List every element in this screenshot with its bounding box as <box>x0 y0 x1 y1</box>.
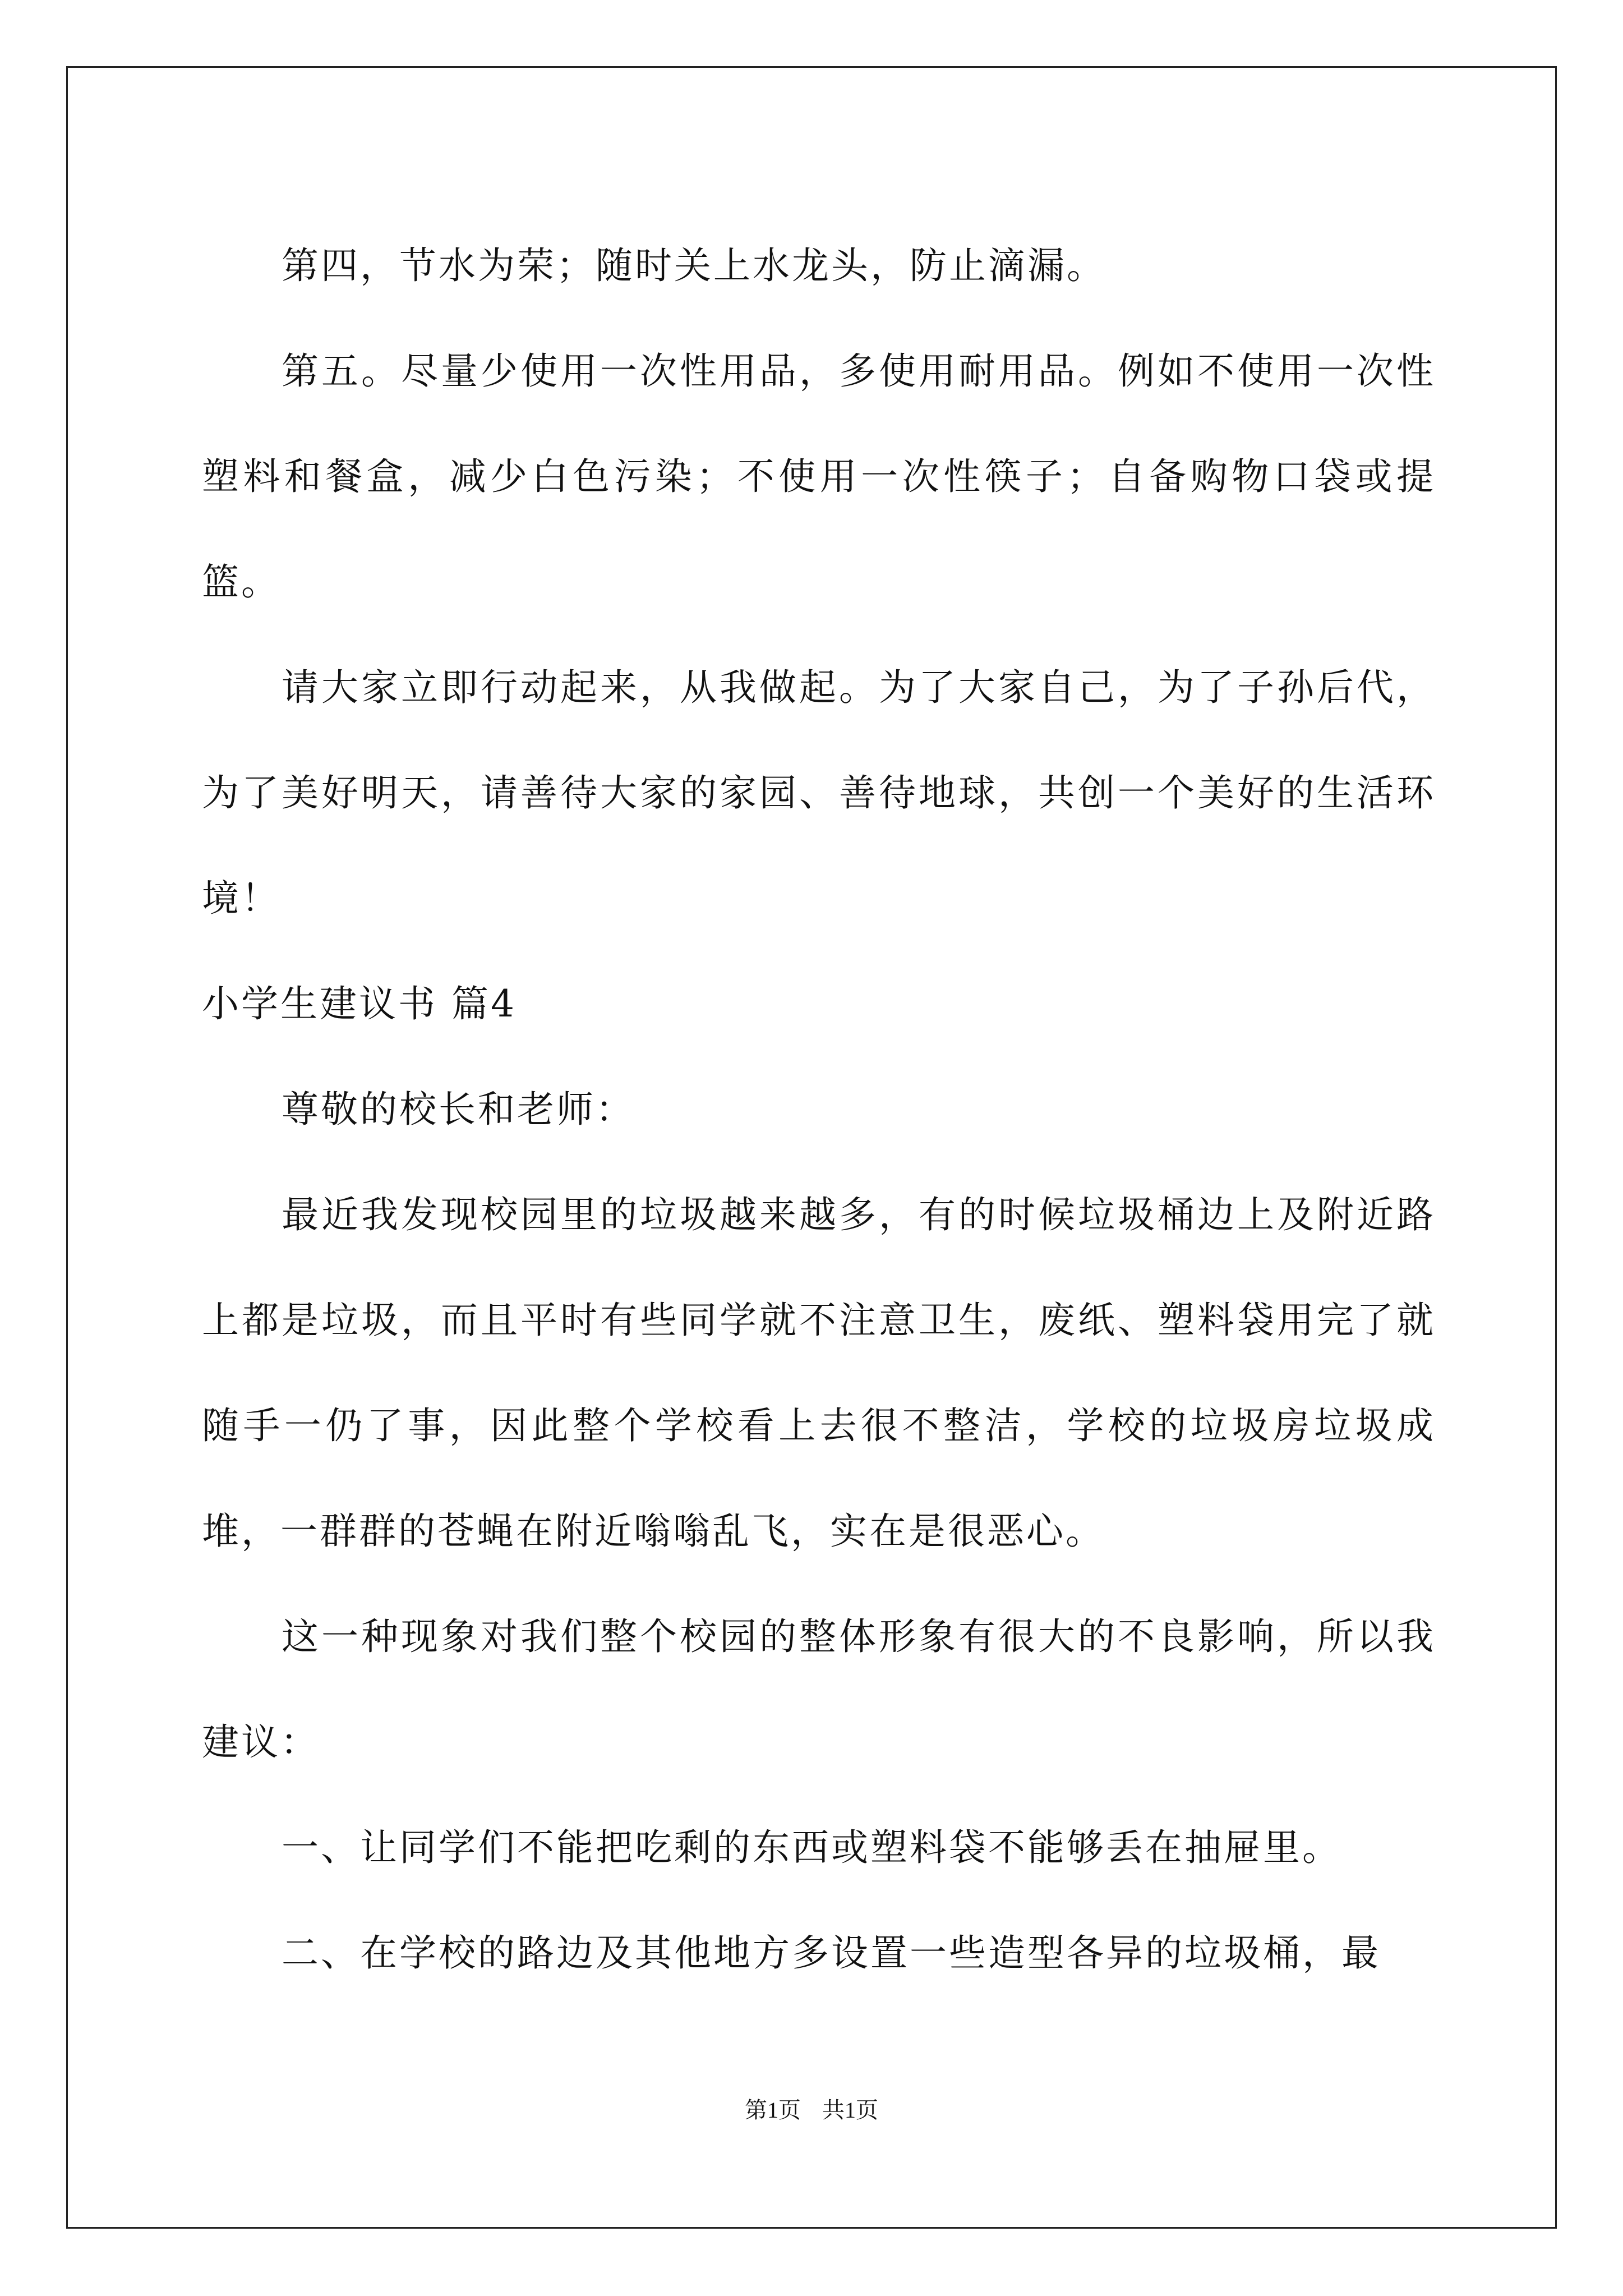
page-footer <box>0 2092 1623 2124</box>
paragraph: 一、让同学们不能把吃剩的东西或塑料袋不能够丢在抽屉里。 <box>282 1826 1341 1869</box>
section-heading: 小学生建议书 篇4 <box>202 982 517 1025</box>
paragraph: 请大家立即行动起来，从我做起。为了大家自己，为了子孙后代，为了美好明天，请善待大家的家园、善待地球，共创一个美好的生活环境！ <box>202 666 1436 920</box>
document-body <box>202 213 1436 2006</box>
paragraph: 第五。尽量少使用一次性用品，多使用耐用品。例如不使用一次性塑料和餐盒，减少白色污染；不使用一次性筷子；自备购物口袋或提篮。 <box>202 349 1436 604</box>
paragraph: 二、在学校的路边及其他地方多设置一些造型各异的垃圾桶，最 <box>282 1931 1381 1975</box>
page-number: 第1页 <box>745 2097 801 2123</box>
paragraph: 第四，节水为荣；随时关上水龙头，防止滴漏。 <box>282 244 1106 287</box>
salutation: 尊敬的校长和老师： <box>282 1088 635 1131</box>
page-total: 共1页 <box>822 2097 878 2123</box>
paragraph: 最近我发现校园里的垃圾越来越多，有的时候垃圾桶边上及附近路上都是垃圾，而且平时有些同学就不注意卫生，废纸、塑料袋用完了就随手一仍了事，因此整个学校看上去很不整洁，学校的垃圾房垃圾成堆，一群群的苍蝇在附近嗡嗡乱飞，实在是很恶心。 <box>202 1193 1436 1553</box>
paragraph: 这一种现象对我们整个校园的整体形象有很大的不良影响，所以我建议： <box>202 1615 1436 1764</box>
